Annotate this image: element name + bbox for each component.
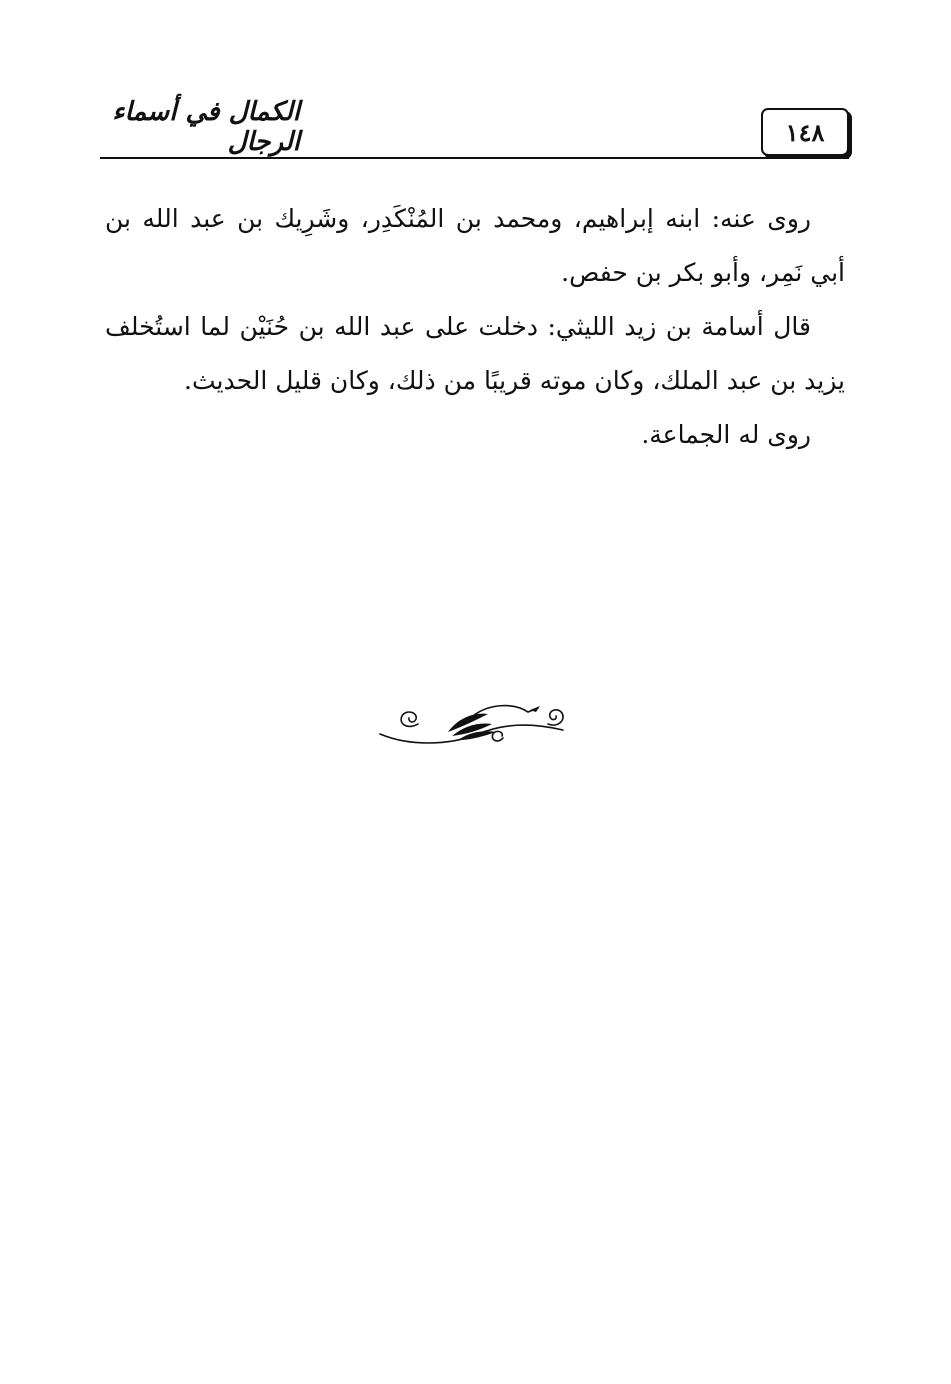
header-rule bbox=[100, 157, 849, 159]
paragraph-jamaa: روى له الجماعة. bbox=[641, 420, 811, 449]
page-header bbox=[100, 97, 849, 162]
main-text bbox=[105, 192, 845, 462]
floral-divider-icon bbox=[378, 694, 568, 750]
book-title: الكمال في أسماء الرجال bbox=[112, 97, 300, 157]
page-number: ١٤٨ bbox=[785, 117, 825, 147]
paragraph-narrators: روى عنه: ابنه إبراهيم، ومحمد بن المُنْكَدِر، وشَرِيك بن عبد الله بن أبي نَمِر، وأبو بكر بن حفص. bbox=[105, 204, 845, 287]
paragraph-usama-quote: قال أسامة بن زيد الليثي: دخلت على عبد الله بن حُنَيْن لما استُخلف يزيد بن عبد الملك، وكان موته قريبًا من ذلك، وكان قليل الحديث. bbox=[105, 312, 845, 395]
page-number-box bbox=[761, 108, 849, 156]
book-title-calligraphy bbox=[100, 97, 300, 157]
